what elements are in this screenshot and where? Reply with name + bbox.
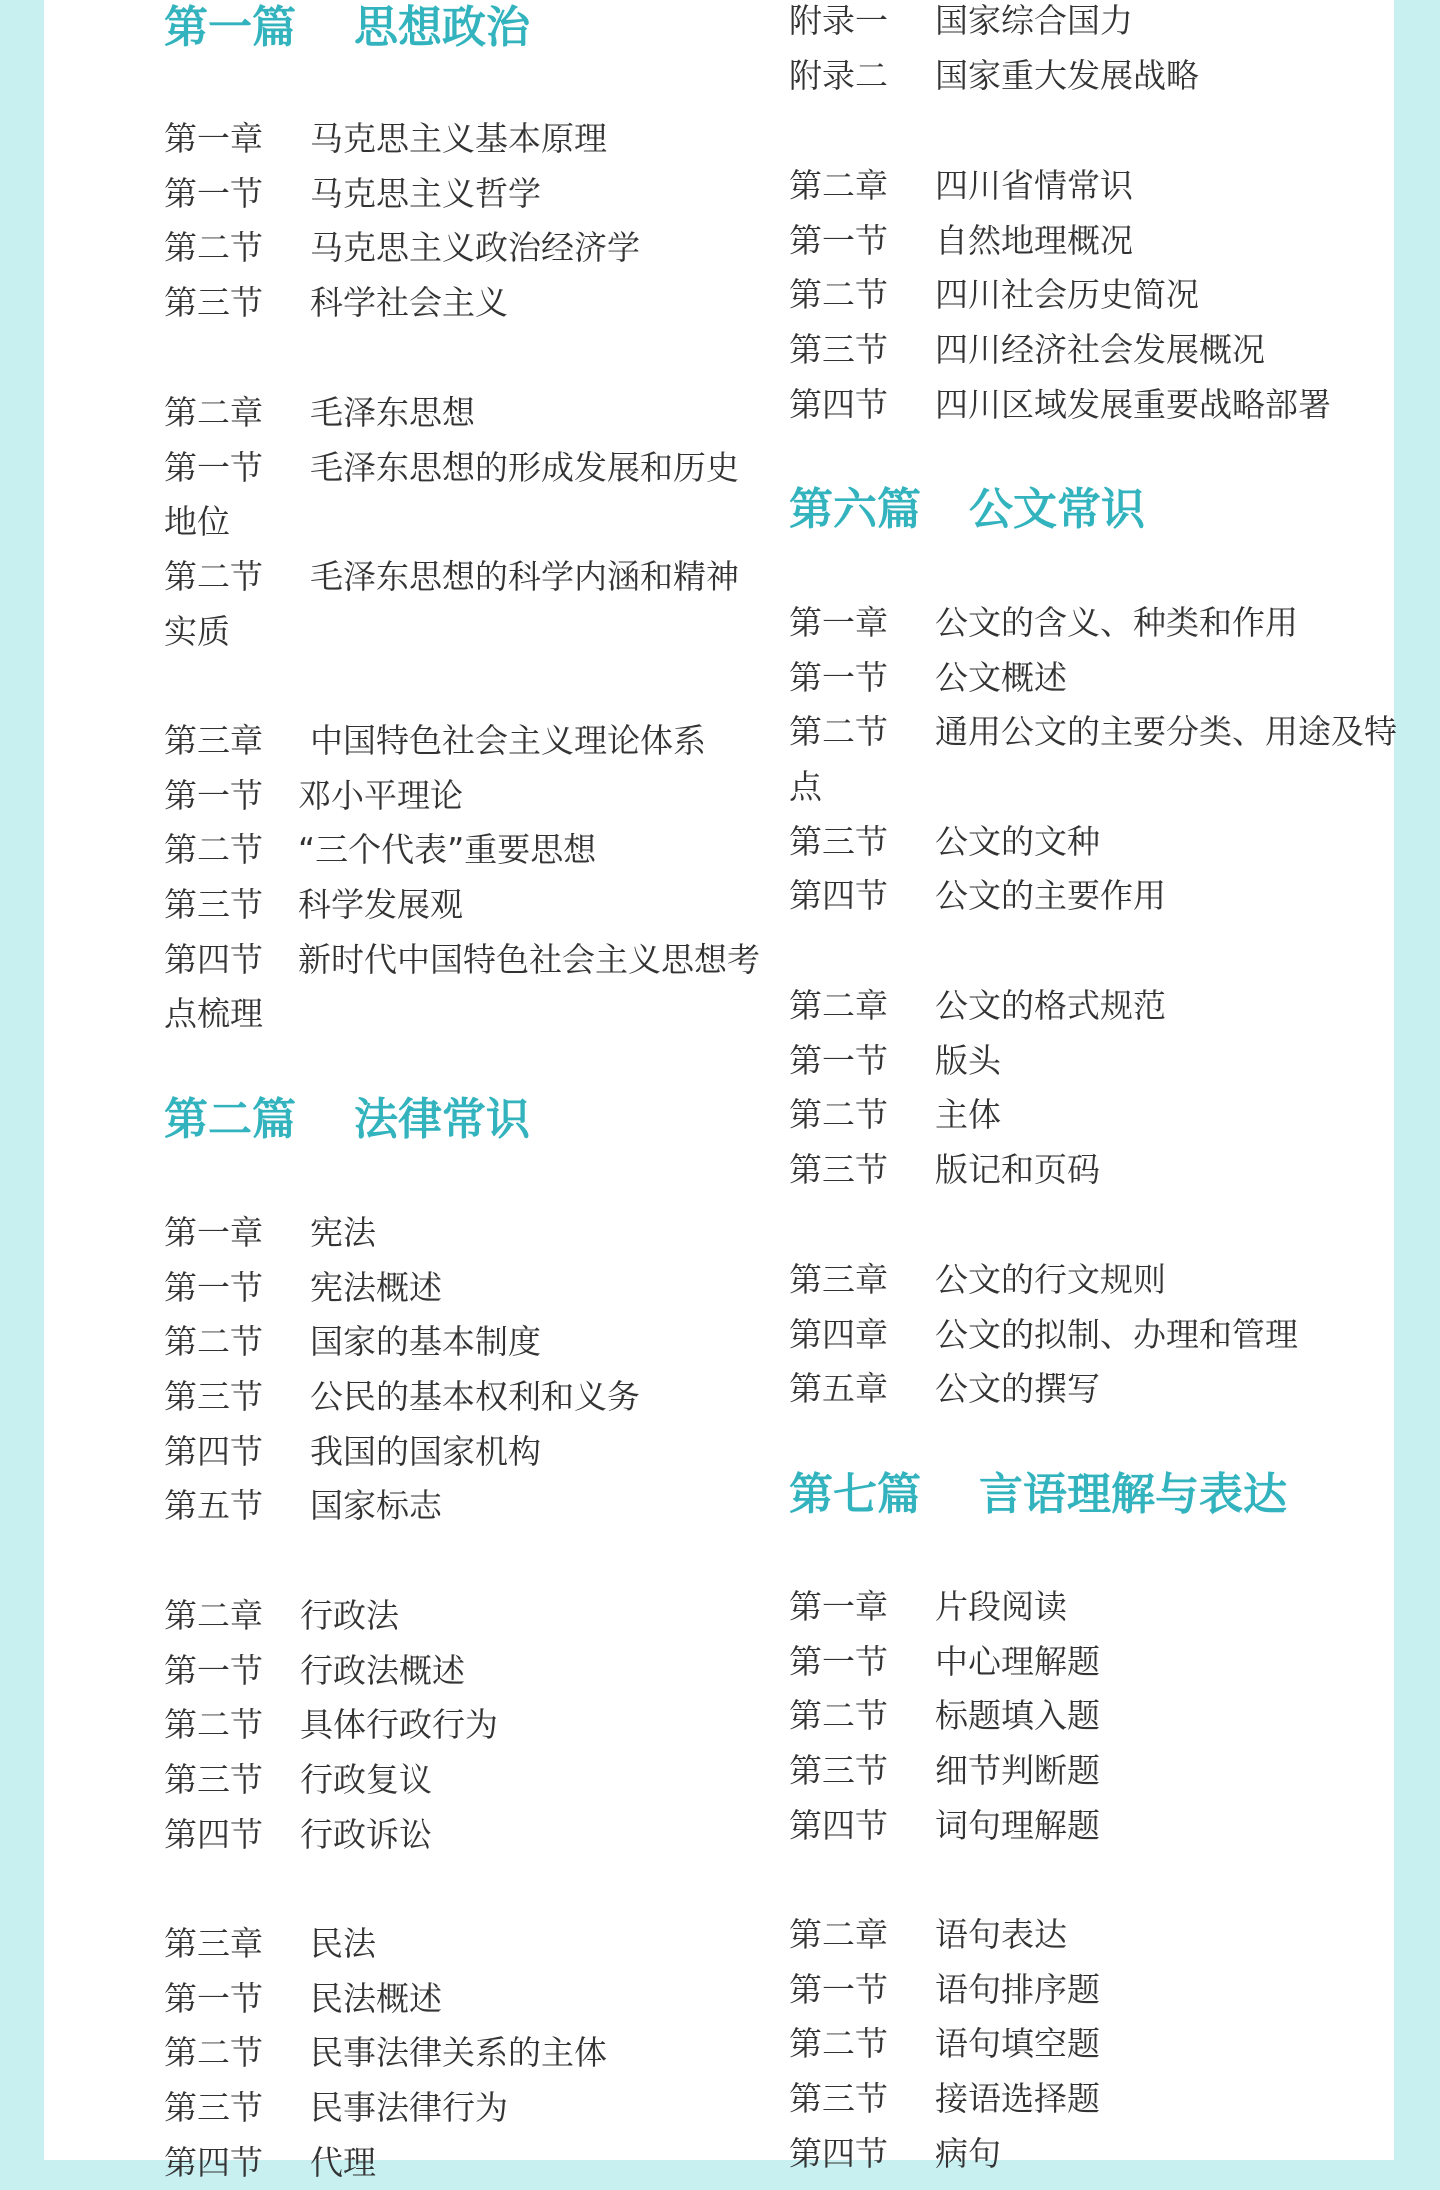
entry-label: 第二节 — [789, 275, 888, 315]
chapter-block — [164, 1917, 764, 2182]
toc-entry[interactable] — [789, 268, 1409, 323]
part-heading — [164, 1090, 764, 1150]
toc-entry[interactable] — [164, 714, 764, 769]
chapter-block — [164, 714, 764, 1042]
entry-text: 四川社会历史简况 — [935, 275, 1199, 315]
entry-text: 自然地理概况 — [935, 220, 1133, 260]
entry-label: 第二节 — [164, 1322, 263, 1362]
entry-text: 具体行政行为 — [300, 1705, 498, 1745]
entry-text: 国家重大发展战略 — [935, 55, 1199, 95]
entry-label: 第一节 — [789, 1969, 888, 2009]
entry-text: 版记和页码 — [935, 1150, 1100, 1190]
entry-label: 第一节 — [164, 173, 263, 213]
toc-entry[interactable] — [789, 0, 1409, 49]
toc-entry[interactable] — [789, 705, 1409, 814]
toc-entry[interactable] — [164, 167, 764, 222]
entry-label: 第三节 — [164, 2088, 263, 2128]
entry-text: 行政法 — [300, 1596, 399, 1635]
toc-entry[interactable] — [789, 378, 1409, 433]
toc-entry[interactable] — [789, 1635, 1409, 1690]
entry-label: 第一章 — [789, 603, 888, 642]
toc-entry[interactable] — [164, 769, 764, 824]
entry-text: 马克思主义政治经济学 — [310, 228, 640, 268]
toc-entry[interactable] — [789, 159, 1409, 214]
entry-text: 接语选择题 — [935, 2079, 1100, 2119]
toc-entry[interactable] — [789, 979, 1409, 1034]
entry-text: 代理 — [310, 2142, 376, 2182]
toc-entry[interactable] — [789, 214, 1409, 269]
chapter-block — [789, 1908, 1409, 2173]
entry-text: 公民的基本权利和义务 — [310, 1377, 640, 1417]
toc-entry[interactable] — [164, 1479, 764, 1534]
entry-text: 四川经济社会发展概况 — [935, 330, 1265, 370]
entry-text: 中心理解题 — [935, 1641, 1100, 1681]
toc-entry[interactable] — [164, 1370, 764, 1425]
entry-text: 语句表达 — [935, 1915, 1067, 1954]
toc-entry[interactable] — [789, 1799, 1409, 1854]
toc-entry[interactable] — [164, 1972, 764, 2027]
part-label: 第六篇 — [789, 484, 921, 535]
part-label: 第七篇 — [789, 1469, 921, 1520]
entry-text: 行政法概述 — [300, 1650, 465, 1690]
entry-text: 四川省情常识 — [935, 166, 1133, 205]
entry-label: 第二节 — [164, 2033, 263, 2073]
entry-label: 第三节 — [789, 1150, 888, 1190]
entry-text: 语句填空题 — [935, 2024, 1100, 2064]
entry-label: 第一节 — [164, 1978, 263, 2018]
toc-entry[interactable] — [164, 1644, 764, 1699]
toc-page — [44, 0, 1397, 2182]
entry-text: 行政诉讼 — [300, 1814, 432, 1854]
toc-entry[interactable] — [789, 815, 1409, 870]
toc-entry[interactable] — [789, 1034, 1409, 1089]
entry-text: 我国的国家机构 — [310, 1431, 541, 1471]
entry-label: 第三节 — [789, 2079, 888, 2119]
toc-entry[interactable] — [789, 1253, 1409, 1308]
entry-text: 毛泽东思想的形成发展和历史地位 — [164, 447, 739, 542]
entry-label: 第一节 — [789, 1641, 888, 1681]
part-heading — [164, 0, 764, 58]
toc-entry[interactable] — [164, 1753, 764, 1808]
entry-text: 片段阅读 — [935, 1587, 1067, 1626]
entry-text: 马克思主义哲学 — [310, 173, 541, 213]
entry-label: 第三章 — [164, 1924, 263, 1963]
toc-entry[interactable] — [164, 276, 764, 331]
entry-text: 国家标志 — [310, 1486, 442, 1526]
toc-entry[interactable] — [164, 2026, 764, 2081]
entry-label: 第四节 — [789, 2133, 888, 2173]
entry-text: 新时代中国特色社会主义思想考点梳理 — [164, 939, 760, 1034]
chapter-block — [789, 1580, 1409, 1853]
entry-text: 行政复议 — [300, 1760, 432, 1800]
toc-entry[interactable] — [789, 1689, 1409, 1744]
toc-entry[interactable] — [164, 1589, 764, 1644]
entry-text: 词句理解题 — [935, 1805, 1100, 1845]
part-label: 第二篇 — [164, 1094, 296, 1145]
entry-label: 第三节 — [789, 821, 888, 861]
toc-entry[interactable] — [789, 1143, 1409, 1198]
entry-text: 马克思主义基本原理 — [310, 119, 607, 158]
toc-entry[interactable] — [789, 1580, 1409, 1635]
entry-label: 第二节 — [164, 830, 263, 870]
entry-text: 公文的格式规范 — [935, 986, 1166, 1025]
entry-label: 第三章 — [789, 1260, 888, 1299]
entry-label: 第二节 — [164, 557, 263, 597]
toc-entry[interactable] — [789, 49, 1409, 104]
entry-label: 第四节 — [164, 2142, 263, 2182]
toc-entry[interactable] — [164, 1698, 764, 1753]
entry-label: 第四节 — [789, 876, 888, 916]
entry-label: 第二节 — [164, 1705, 263, 1745]
chapter-block — [789, 159, 1409, 432]
toc-entry[interactable] — [164, 550, 764, 659]
entry-label: 第二节 — [789, 1696, 888, 1736]
entry-text: 公文的主要作用 — [935, 876, 1166, 916]
entry-label: 第三节 — [789, 330, 888, 370]
entry-text: 民事法律行为 — [310, 2088, 508, 2128]
entry-text: 公文的文种 — [935, 821, 1100, 861]
entry-label: 第四节 — [164, 1814, 263, 1854]
chapter-block — [164, 386, 764, 660]
toc-entry[interactable] — [164, 2081, 764, 2136]
entry-label: 第五节 — [164, 1486, 263, 1526]
entry-text: 毛泽东思想 — [310, 393, 475, 432]
entry-label: 附录二 — [789, 55, 888, 95]
part-heading — [789, 1465, 1409, 1525]
entry-label: 第一节 — [164, 1267, 263, 1307]
entry-text: 科学发展观 — [298, 885, 463, 925]
entry-text: 科学社会主义 — [310, 283, 508, 323]
chapter-block — [164, 1206, 764, 1534]
toc-entry[interactable] — [789, 1362, 1409, 1417]
toc-entry[interactable] — [789, 2017, 1409, 2072]
entry-label: 附录一 — [789, 1, 888, 40]
entry-text: 通用公文的主要分类、用途及特点 — [789, 712, 1397, 807]
chapter-block — [789, 1253, 1409, 1417]
entry-label: 第四节 — [164, 1431, 263, 1471]
entry-text: 邓小平理论 — [298, 775, 463, 815]
toc-entry[interactable] — [789, 1308, 1409, 1363]
toc-entry[interactable] — [164, 441, 764, 550]
toc-entry[interactable] — [789, 323, 1409, 378]
entry-text: 国家综合国力 — [935, 1, 1133, 40]
entry-text: 标题填入题 — [935, 1696, 1100, 1736]
toc-entry[interactable] — [164, 2136, 764, 2182]
part-title: 思想政治 — [354, 2, 530, 53]
entry-text: 病句 — [935, 2133, 1001, 2173]
entry-text: 公文概述 — [935, 657, 1067, 697]
toc-entry[interactable] — [164, 878, 764, 933]
toc-entry[interactable] — [164, 933, 764, 1042]
entry-label: 第三章 — [164, 721, 263, 760]
entry-label: 第二节 — [789, 1095, 888, 1135]
entry-label: 第一章 — [164, 1213, 263, 1252]
toc-entry[interactable] — [164, 1315, 764, 1370]
entry-text: 细节判断题 — [935, 1751, 1100, 1791]
entry-text: 中国特色社会主义理论体系 — [310, 721, 706, 760]
toc-entry[interactable] — [789, 2072, 1409, 2127]
part-label: 第一篇 — [164, 2, 296, 53]
toc-entry[interactable] — [164, 1808, 764, 1863]
entry-label: 第一节 — [164, 447, 263, 487]
entry-label: 第三节 — [164, 1760, 263, 1800]
entry-label: 第二节 — [164, 228, 263, 268]
chapter-block — [164, 112, 764, 331]
toc-entry[interactable] — [789, 1963, 1409, 2018]
entry-text: 国家的基本制度 — [310, 1322, 541, 1362]
entry-text: 民法概述 — [310, 1978, 442, 2018]
toc-entry[interactable] — [789, 1744, 1409, 1799]
part-title: 公文常识 — [969, 484, 1145, 535]
entry-label: 第一章 — [164, 119, 263, 158]
entry-label: 第二章 — [164, 1596, 263, 1635]
entry-label: 第二章 — [789, 986, 888, 1025]
chapter-block — [789, 979, 1409, 1198]
entry-text: 毛泽东思想的科学内涵和精神实质 — [164, 557, 739, 651]
entry-label: 第三节 — [164, 885, 263, 925]
entry-label: 第三节 — [164, 1377, 263, 1417]
entry-label: 第一节 — [789, 657, 888, 697]
entry-label: 第二节 — [789, 712, 888, 752]
entry-text: 公文的行文规则 — [935, 1260, 1166, 1299]
part-heading — [789, 480, 1409, 540]
entry-label: 第四节 — [789, 384, 888, 424]
toc-entry[interactable] — [164, 1917, 764, 1972]
entry-label: 第二章 — [789, 166, 888, 205]
entry-text: 公文的撰写 — [935, 1369, 1100, 1409]
entry-text: 四川区域发展重要战略部署 — [935, 384, 1331, 424]
entry-text: 公文的拟制、办理和管理 — [935, 1314, 1298, 1354]
entry-text: 民事法律关系的主体 — [310, 2033, 607, 2073]
entry-label: 第五章 — [789, 1369, 888, 1409]
entry-label: 第四章 — [789, 1314, 888, 1354]
entry-text: 民法 — [310, 1924, 376, 1963]
toc-entry[interactable] — [789, 1908, 1409, 1963]
entry-label: 第二章 — [789, 1915, 888, 1954]
appendix-block — [789, 0, 1409, 103]
entry-label: 第二章 — [164, 393, 263, 432]
chapter-block — [164, 1589, 764, 1862]
toc-entry[interactable] — [789, 2127, 1409, 2173]
toc-entry[interactable] — [789, 1088, 1409, 1143]
toc-entry[interactable] — [164, 1261, 764, 1316]
toc-entry[interactable] — [164, 386, 764, 441]
toc-entry[interactable] — [789, 651, 1409, 706]
entry-label: 第三节 — [789, 1751, 888, 1791]
toc-entry[interactable] — [164, 1206, 764, 1261]
entry-label: 第一节 — [789, 1040, 888, 1080]
toc-entry[interactable] — [789, 869, 1409, 924]
entry-label: 第二节 — [789, 2024, 888, 2064]
entry-text: 主体 — [935, 1095, 1001, 1135]
entry-text: 公文的含义、种类和作用 — [935, 603, 1298, 642]
toc-entry[interactable] — [164, 221, 764, 276]
entry-text: “三个代表”重要思想 — [298, 830, 597, 870]
toc-entry[interactable] — [789, 596, 1409, 651]
entry-label: 第一节 — [789, 220, 888, 260]
part-title: 法律常识 — [354, 1094, 530, 1145]
entry-label: 第一章 — [789, 1587, 888, 1626]
entry-label: 第四节 — [789, 1805, 888, 1845]
entry-label: 第四节 — [164, 939, 263, 979]
entry-text: 宪法概述 — [310, 1267, 442, 1307]
entry-text: 版头 — [935, 1040, 1001, 1080]
toc-entry[interactable] — [164, 112, 764, 167]
entry-label: 第一节 — [164, 1650, 263, 1690]
toc-entry[interactable] — [164, 1425, 764, 1480]
part-title: 言语理解与表达 — [979, 1469, 1287, 1520]
entry-label: 第三节 — [164, 283, 263, 323]
toc-entry[interactable] — [164, 823, 764, 878]
entry-text: 宪法 — [310, 1213, 376, 1252]
entry-text: 语句排序题 — [935, 1969, 1100, 2009]
entry-label: 第一节 — [164, 775, 263, 815]
chapter-block — [789, 596, 1409, 924]
